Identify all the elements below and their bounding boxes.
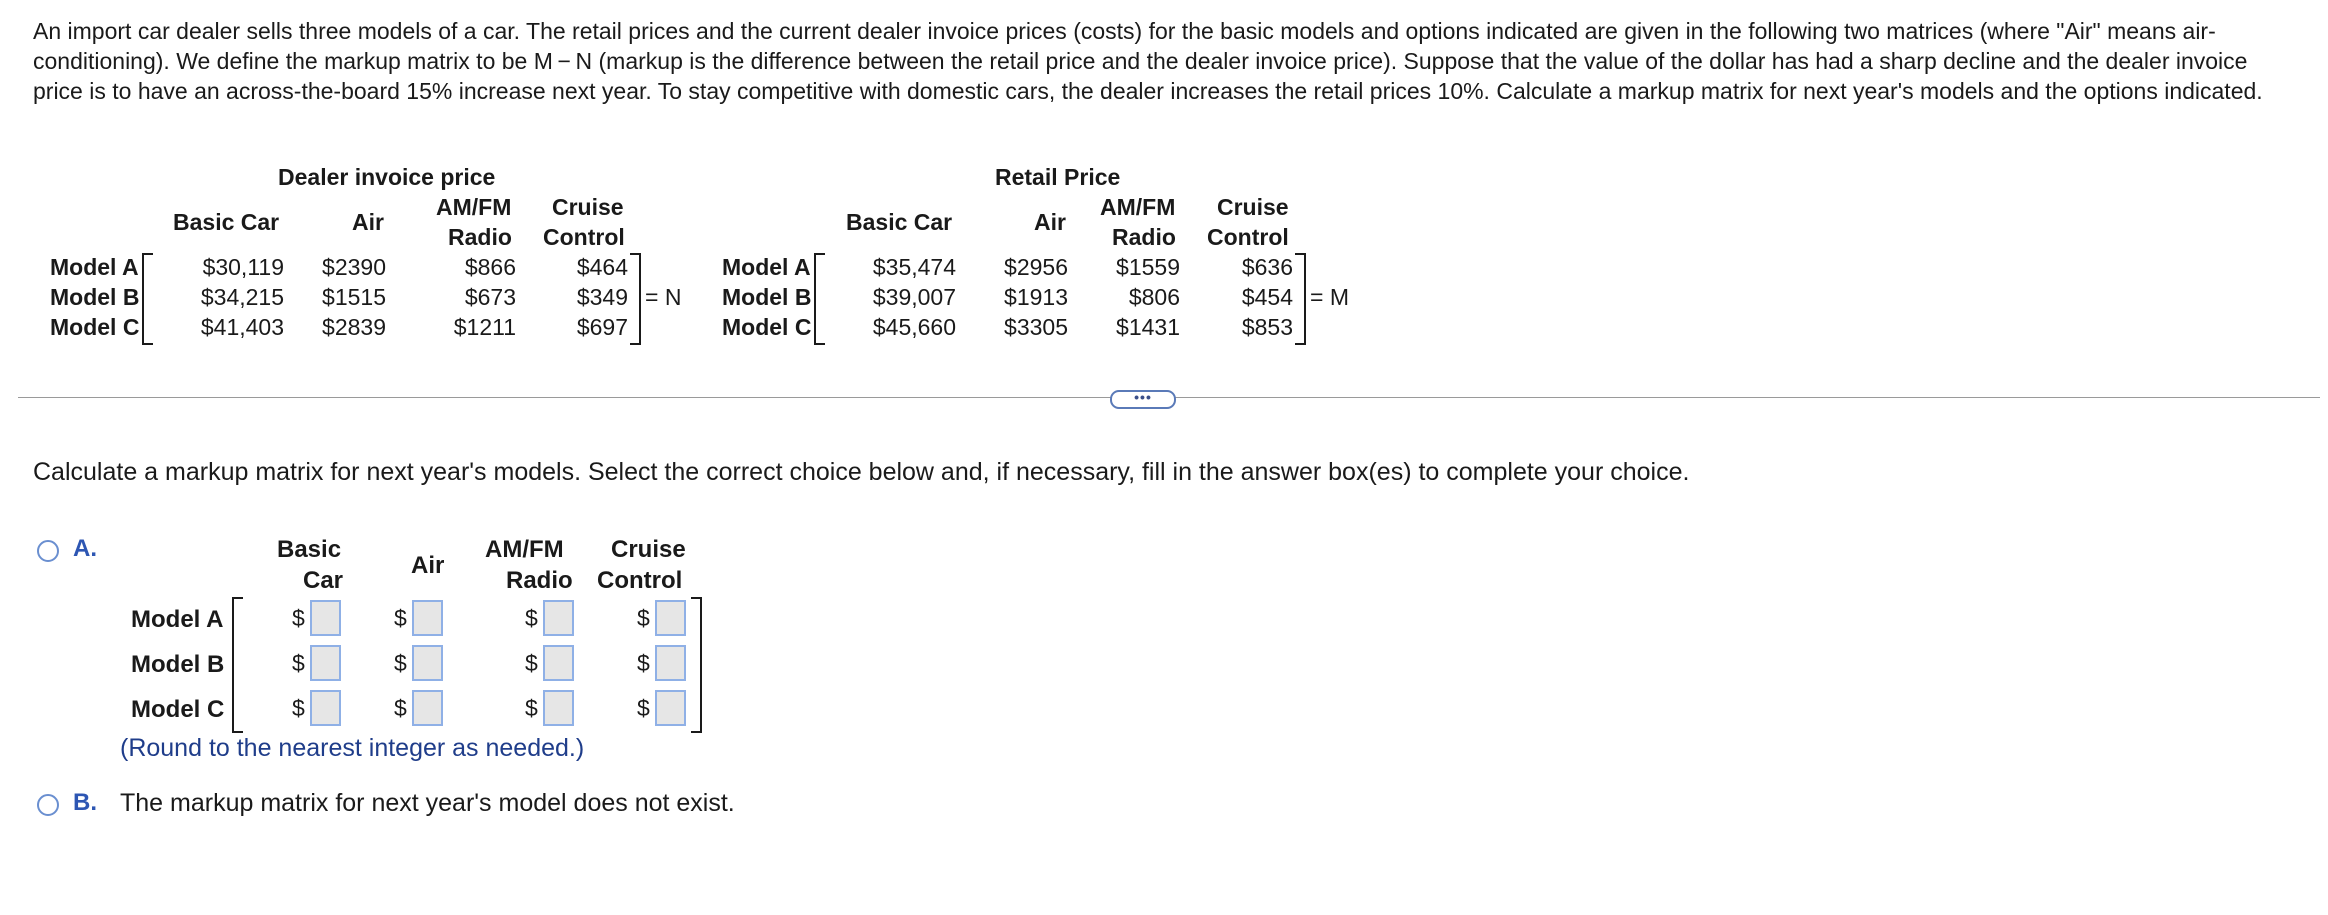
dealer-a-basic: $30,119 <box>202 254 284 280</box>
answer-input-b-basic[interactable] <box>310 645 341 681</box>
answer-col-air: Air <box>411 552 445 579</box>
dealer-col-control: Control <box>543 224 625 250</box>
dealer-a-cruise: $464 <box>576 254 628 280</box>
choice-b-text: The markup matrix for next year's model does not exist. <box>120 789 735 817</box>
retail-col-basic-car: Basic Car <box>846 209 953 235</box>
answer-input-c-radio[interactable] <box>543 690 574 726</box>
retail-c-basic: $45,660 <box>872 314 956 340</box>
dealer-matrix-name: = N <box>645 284 682 310</box>
dealer-b-radio: $673 <box>464 284 516 310</box>
dealer-right-bracket <box>630 253 641 345</box>
answer-col-car: Car <box>303 567 344 594</box>
dealer-c-radio: $1211 <box>453 314 516 340</box>
retail-col-amfm: AM/FM <box>1100 194 1176 220</box>
choice-a-letter: A. <box>73 535 97 562</box>
dealer-a-radio: $866 <box>464 254 516 280</box>
dealer-col-cruise: Cruise <box>552 194 624 220</box>
choice-a-radio[interactable] <box>37 540 59 562</box>
retail-a-radio: $1559 <box>1116 254 1180 280</box>
retail-matrix-title: Retail Price <box>995 164 1121 190</box>
retail-b-radio: $806 <box>1128 284 1180 310</box>
problem-statement: An import car dealer sells three models of a car. The retail prices and the current dealer invoice prices (costs) for the basic models and options indicated are given in the following two matrices (where "Air" means air-conditioning). We define the markup matrix to be M − N (markup is the difference between the retail price and the dealer invoice price). Suppose that the value of the dollar has had a sharp decline and the dealer invoice price is to have an across-the-board 15% increase next year. To stay competitive with domestic cars, the dealer increases the retail prices 10%. Calculate a markup matrix for next year's models and the options indicated. <box>33 18 2263 104</box>
dealer-row-label-b: Model B <box>50 284 140 310</box>
retail-b-cruise: $454 <box>1241 284 1293 310</box>
answer-input-a-cruise[interactable] <box>655 600 686 636</box>
retail-col-radio: Radio <box>1112 224 1176 250</box>
answer-col-basic: Basic <box>277 536 342 563</box>
dealer-b-cruise: $349 <box>576 284 628 310</box>
answer-input-c-basic[interactable] <box>310 690 341 726</box>
answer-input-a-air[interactable] <box>412 600 443 636</box>
answer-row-label-c: Model C <box>131 696 225 723</box>
instruction-text: Calculate a markup matrix for next year's models. Select the correct choice below and, if necessary, fill in the answer box(es) to complete your choice. <box>33 458 1690 486</box>
dealer-col-amfm: AM/FM <box>436 194 512 220</box>
retail-a-basic: $35,474 <box>872 254 956 280</box>
dealer-b-basic: $34,215 <box>200 284 284 310</box>
currency-sign: $ <box>292 605 305 631</box>
dealer-c-air: $2839 <box>322 314 386 340</box>
currency-sign: $ <box>637 695 650 721</box>
answer-input-b-radio[interactable] <box>543 645 574 681</box>
dealer-left-bracket <box>142 253 153 345</box>
retail-row-label-c: Model C <box>722 314 812 340</box>
answer-input-a-basic[interactable] <box>310 600 341 636</box>
answer-input-c-cruise[interactable] <box>655 690 686 726</box>
answer-right-bracket <box>691 597 702 733</box>
retail-c-cruise: $853 <box>1241 314 1293 340</box>
answer-col-control: Control <box>597 567 683 594</box>
currency-sign: $ <box>525 650 538 676</box>
answer-row-label-a: Model A <box>131 606 224 633</box>
currency-sign: $ <box>292 650 305 676</box>
dealer-c-cruise: $697 <box>576 314 628 340</box>
answer-col-radio: Radio <box>506 567 573 594</box>
more-options-button[interactable]: ••• <box>1110 390 1176 409</box>
retail-matrix-name: = M <box>1310 284 1349 310</box>
retail-c-radio: $1431 <box>1116 314 1180 340</box>
dealer-b-air: $1515 <box>322 284 386 310</box>
retail-col-air: Air <box>1034 209 1066 235</box>
currency-sign: $ <box>525 695 538 721</box>
retail-col-cruise: Cruise <box>1217 194 1289 220</box>
retail-row-label-a: Model A <box>722 254 811 280</box>
retail-a-air: $2956 <box>1004 254 1068 280</box>
dealer-col-basic-car: Basic Car <box>173 209 280 235</box>
dealer-a-air: $2390 <box>322 254 386 280</box>
answer-input-b-cruise[interactable] <box>655 645 686 681</box>
dealer-matrix-title: Dealer invoice price <box>278 164 496 190</box>
choice-b-radio[interactable] <box>37 794 59 816</box>
dealer-row-label-a: Model A <box>50 254 139 280</box>
currency-sign: $ <box>292 695 305 721</box>
retail-a-cruise: $636 <box>1241 254 1293 280</box>
retail-b-basic: $39,007 <box>872 284 956 310</box>
answer-input-c-air[interactable] <box>412 690 443 726</box>
answer-input-b-air[interactable] <box>412 645 443 681</box>
currency-sign: $ <box>637 650 650 676</box>
currency-sign: $ <box>525 605 538 631</box>
currency-sign: $ <box>394 605 407 631</box>
retail-right-bracket <box>1295 253 1306 345</box>
choice-b-letter: B. <box>73 789 97 816</box>
rounding-note: (Round to the nearest integer as needed.) <box>120 734 585 762</box>
retail-left-bracket <box>814 253 825 345</box>
answer-col-amfm: AM/FM <box>485 536 564 563</box>
answer-col-cruise: Cruise <box>611 536 686 563</box>
retail-b-air: $1913 <box>1004 284 1068 310</box>
currency-sign: $ <box>394 650 407 676</box>
retail-row-label-b: Model B <box>722 284 812 310</box>
dealer-col-radio: Radio <box>448 224 512 250</box>
dealer-c-basic: $41,403 <box>200 314 284 340</box>
retail-c-air: $3305 <box>1004 314 1068 340</box>
answer-left-bracket <box>232 597 243 733</box>
retail-col-control: Control <box>1207 224 1289 250</box>
dealer-row-label-c: Model C <box>50 314 140 340</box>
answer-row-label-b: Model B <box>131 651 225 678</box>
currency-sign: $ <box>637 605 650 631</box>
dealer-col-air: Air <box>352 209 384 235</box>
currency-sign: $ <box>394 695 407 721</box>
answer-input-a-radio[interactable] <box>543 600 574 636</box>
